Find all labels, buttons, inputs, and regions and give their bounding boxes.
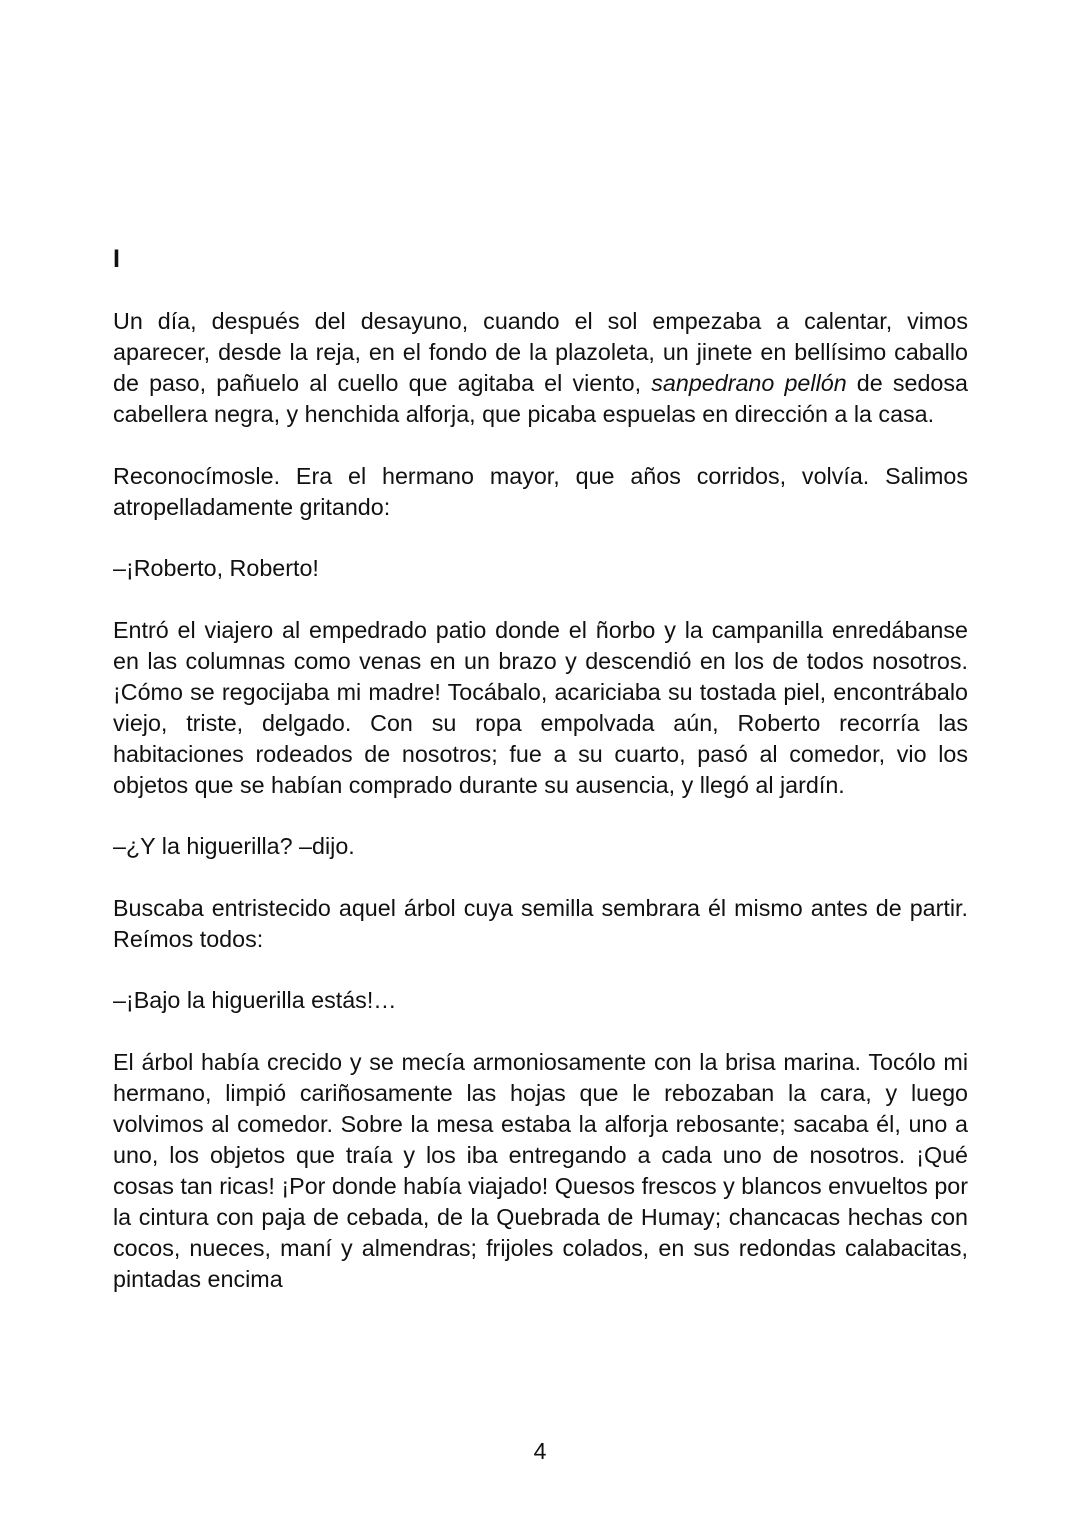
chapter-heading: I bbox=[113, 245, 120, 273]
paragraph-search: Buscaba entristecido aquel árbol cuya semilla sembrara él mismo antes de partir. Reímos todos: bbox=[113, 894, 968, 952]
document-page bbox=[113, 244, 968, 1325]
paragraph-text: Un día, después del desayuno, cuando el sol empezaba a calentar, vimos aparecer, desde la reja, en el fondo de la plazoleta, un jinete en bellísimo caballo de paso, pañuelo al cuello que agitaba el viento, bbox=[113, 308, 968, 396]
dialogue-line: –¿Y la higuerilla? –dijo. bbox=[113, 833, 355, 859]
paragraph-recognition: Reconocímosle. Era el hermano mayor, que años corridos, volvía. Salimos atropelladamente gritando: bbox=[113, 462, 968, 520]
paragraph-tree: El árbol había crecido y se mecía armoniosamente con la brisa marina. Tocólo mi hermano, limpió cariñosamente las hojas que le rebozaban la cara, y luego volvimos al comedor. Sobre la mesa estaba la alforja rebosante; sacaba él, uno a uno, los objetos que traía y los iba entregando a cada uno de nosotros. ¡Qué cosas tan ricas! ¡Por donde había viajado! Quesos frescos y blancos envueltos por la cintura con paja de cebada, de la Quebrada de Humay; chancacas hechas con cocos, nueces, maní y almendras; frijoles colados, en sus redondas calabacitas, pintadas encima bbox=[113, 1048, 968, 1292]
italic-phrase: sanpedrano pellón bbox=[651, 370, 847, 396]
dialogue-line: –¡Roberto, Roberto! bbox=[113, 555, 319, 581]
page-number: 4 bbox=[533, 1438, 547, 1464]
paragraph-arrival bbox=[113, 306, 968, 430]
paragraph-entrance: Entró el viajero al empedrado patio donde el ñorbo y la campanilla enredábanse en las columnas como venas en un brazo y descendió en los de todos nosotros. ¡Cómo se regocijaba mi madre! Tocábalo, acariciaba su tostada piel, encontrábalo viejo, triste, delgado. Con su ropa empolvada aún, Roberto recorría las habitaciones rodeados de nosotros; fue a su cuarto, pasó al comedor, vio los objetos que se habían comprado durante su ausencia, y llegó al jardín. bbox=[113, 616, 968, 798]
dialogue-line: –¡Bajo la higuerilla estás!… bbox=[113, 987, 397, 1013]
paragraph-text: de sedosa cabellera negra, y henchida alforja, que picaba espuelas en dirección a la casa. bbox=[113, 370, 968, 427]
